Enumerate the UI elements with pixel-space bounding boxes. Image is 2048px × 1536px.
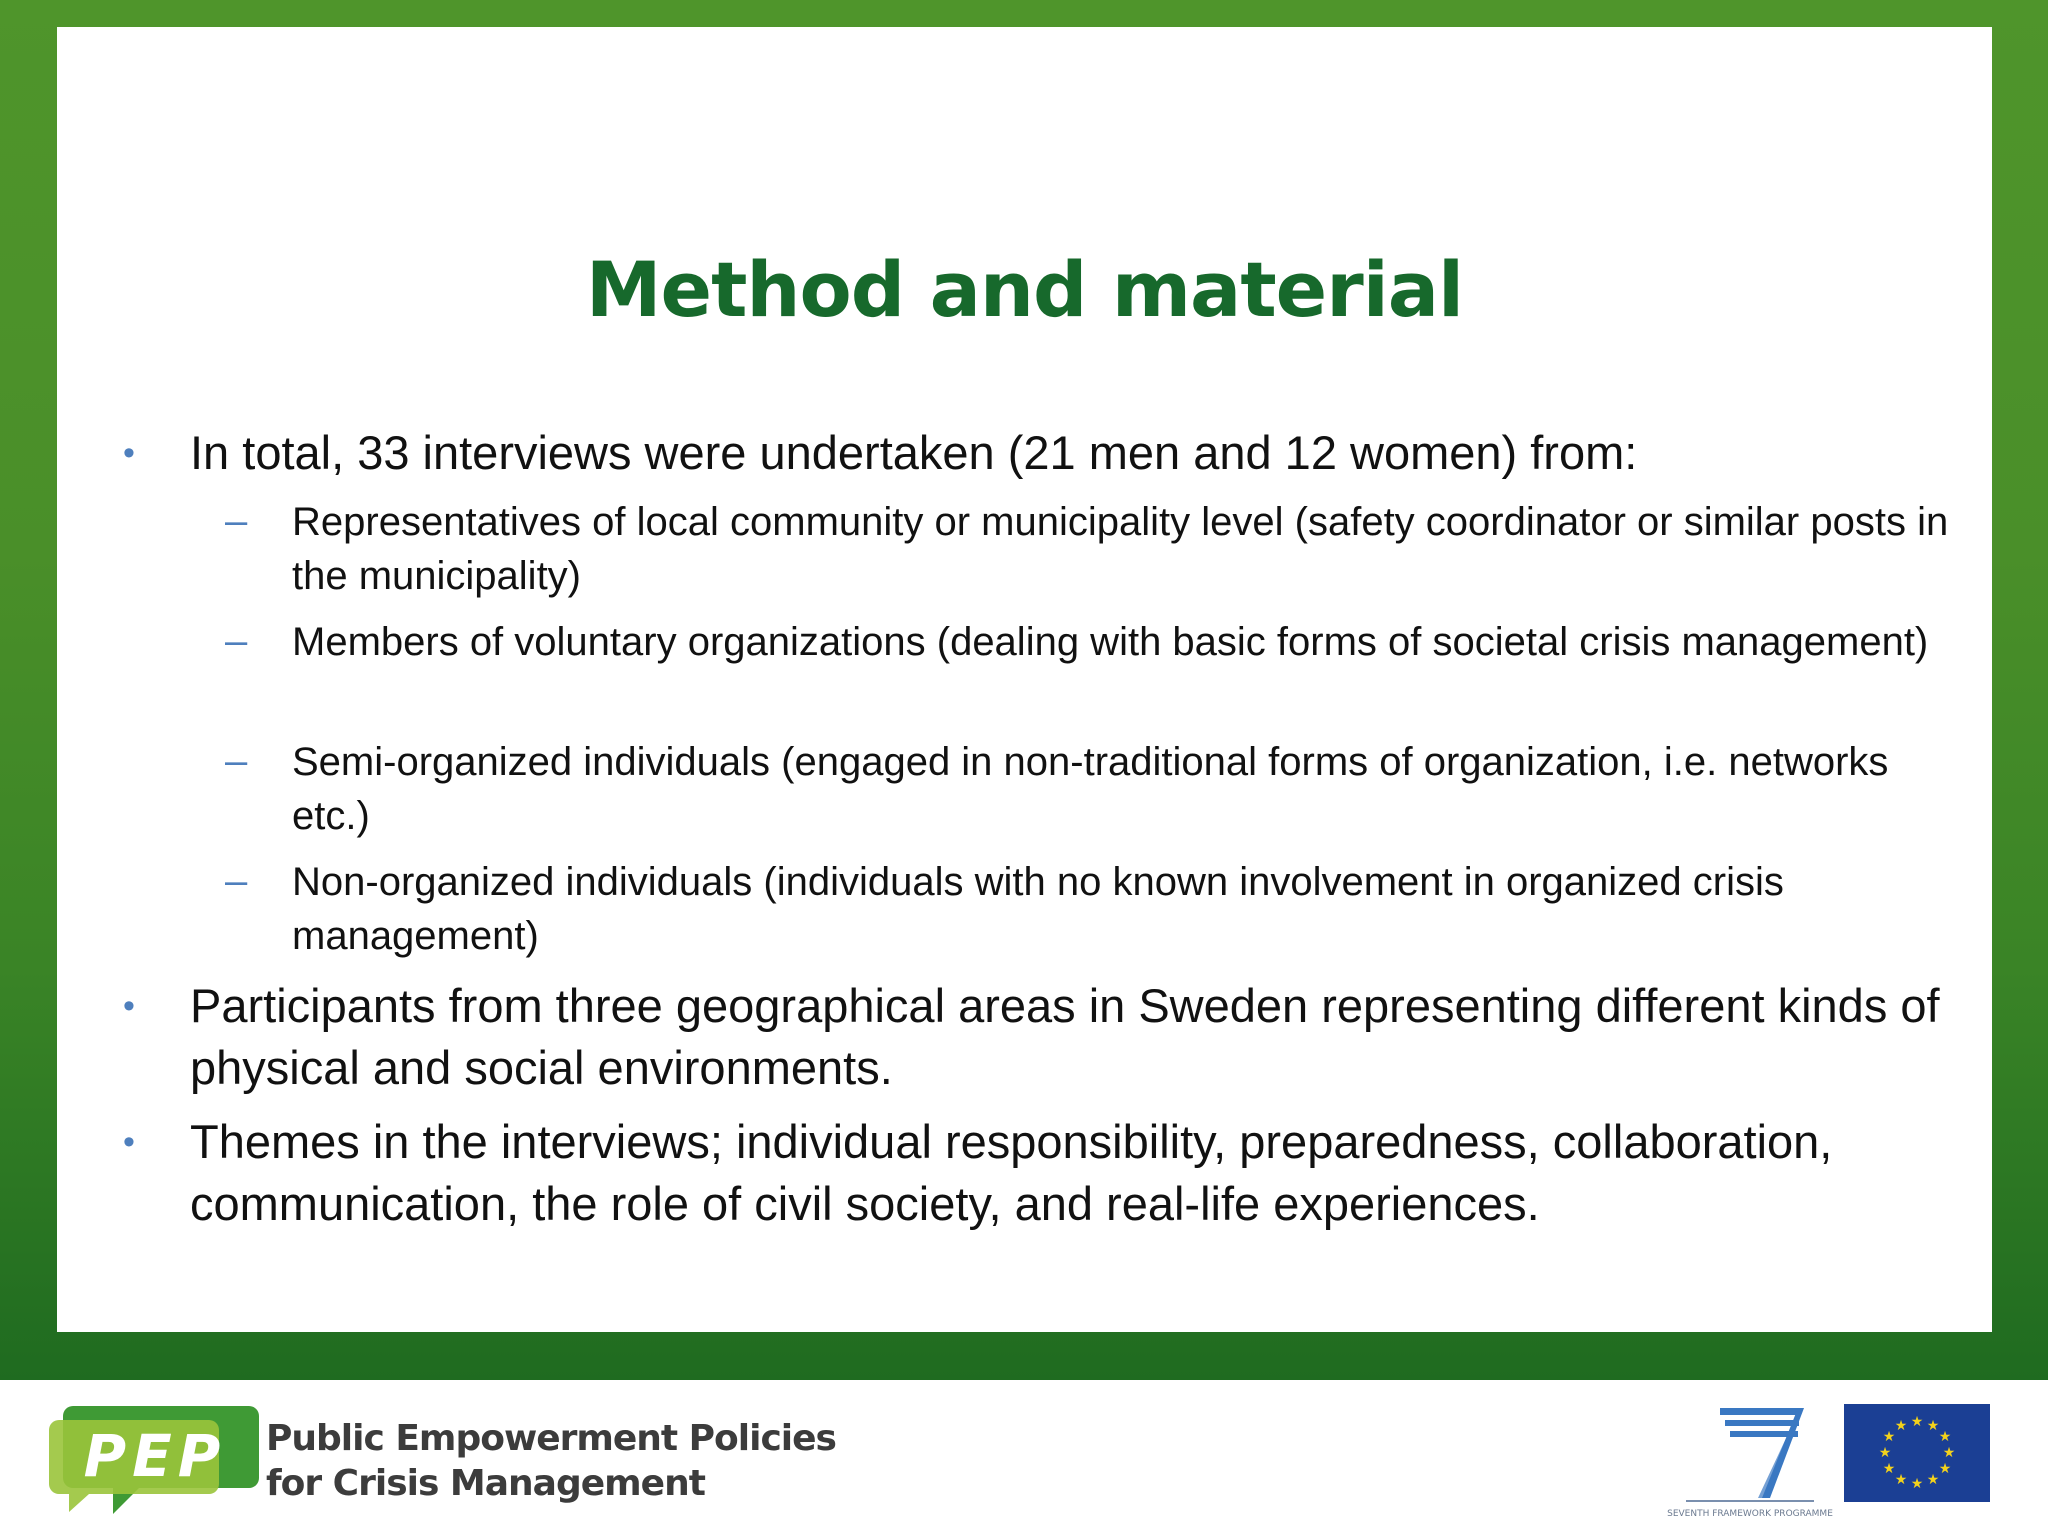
- bullet-marker: •: [123, 1123, 135, 1161]
- svg-text:★: ★: [1910, 1476, 1924, 1492]
- fp7-logo-text: SEVENTH FRAMEWORK PROGRAMME: [1667, 1509, 1833, 1519]
- svg-text:★: ★: [1882, 1429, 1896, 1445]
- svg-text:★: ★: [1942, 1445, 1956, 1461]
- svg-text:★: ★: [1938, 1461, 1952, 1477]
- bullet-text: In total, 33 interviews were undertaken (21 men and 12 women) from:: [190, 426, 1638, 479]
- slide-title: Method and material: [585, 245, 1464, 334]
- svg-text:★: ★: [1882, 1461, 1896, 1477]
- bullet-marker: •: [123, 434, 135, 472]
- pep-logo-letters: PEP: [83, 1422, 227, 1490]
- svg-text:★: ★: [1926, 1472, 1940, 1488]
- svg-text:★: ★: [1894, 1472, 1908, 1488]
- sub-bullet-marker: –: [225, 739, 248, 783]
- slide-footer: [0, 1380, 2048, 1536]
- bullet-text: Participants from three geographical areas in Sweden representing different kinds of physical and social environments.: [190, 979, 1940, 1094]
- sub-bullet-marker: –: [225, 859, 248, 903]
- tagline-line-2: for Crisis Management: [266, 1463, 705, 1504]
- bullet-text: Themes in the interviews; individual responsibility, preparedness, collaboration, communication, the role of civil society, and real-life experiences.: [190, 1115, 1833, 1230]
- svg-text:★: ★: [1938, 1429, 1952, 1445]
- sub-bullet-text: Semi-organized individuals (engaged in non-traditional forms of organization, i.e. networks etc.): [292, 740, 1889, 838]
- slide-panel: [57, 27, 1992, 1332]
- svg-text:★: ★: [1926, 1418, 1940, 1434]
- sub-bullet-marker: –: [225, 619, 248, 663]
- pep-tagline: [266, 1416, 836, 1506]
- sub-bullet-marker: –: [225, 499, 248, 543]
- svg-text:★: ★: [1910, 1414, 1924, 1430]
- sub-bullet-text: Members of voluntary organizations (dealing with basic forms of societal crisis management): [292, 620, 1929, 664]
- pep-logo-icon: [55, 1398, 255, 1520]
- eu-flag-icon: [1844, 1404, 1990, 1502]
- fp7-logo-icon: [1667, 1400, 1833, 1528]
- bullet-marker: •: [123, 987, 135, 1025]
- slide-content: [57, 27, 1992, 1332]
- svg-text:★: ★: [1894, 1418, 1908, 1434]
- sub-bullet-text: Non-organized individuals (individuals with no known involvement in organized crisis management): [292, 860, 1784, 958]
- tagline-line-1: Public Empowerment Policies: [266, 1418, 836, 1459]
- sub-bullet-text: Representatives of local community or municipality level (safety coordinator or similar posts in the municipality): [292, 500, 1949, 598]
- svg-text:★: ★: [1878, 1445, 1892, 1461]
